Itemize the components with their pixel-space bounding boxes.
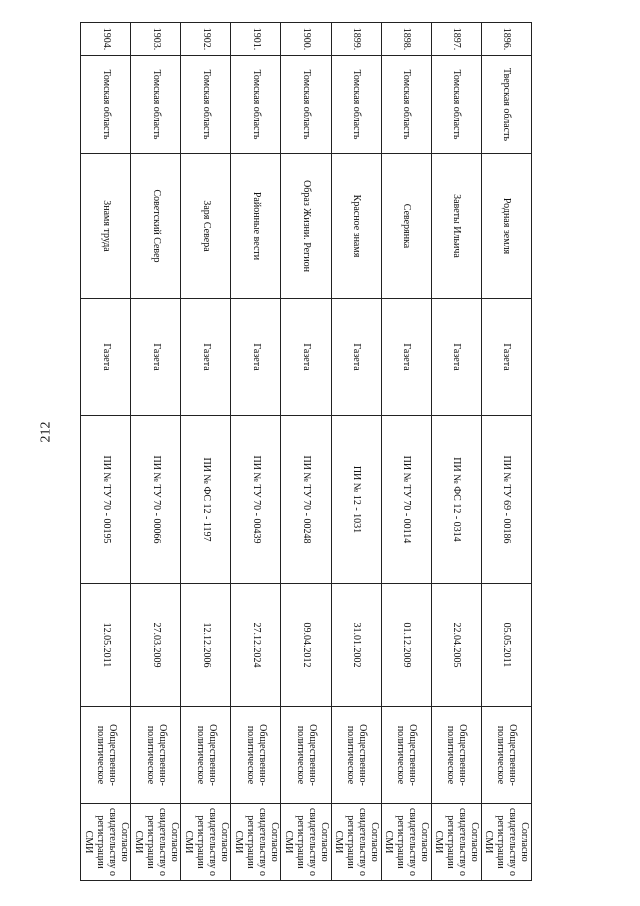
registration-date-cell: 27.03.2009 [131,584,181,707]
note-cell: Согласно свидетельству о регистрации СМИ [131,804,181,881]
note-cell: Согласно свидетельству о регистрации СМИ [281,804,331,881]
media-type-cell: Газета [331,299,381,416]
media-title-cell: Родная земля [481,154,531,299]
region-cell: Томская область [281,56,331,154]
note-cell: Согласно свидетельству о регистрации СМИ [231,804,281,881]
table-row [281,23,331,881]
media-title-cell: Красное знамя [331,154,381,299]
theme-cell: Общественно-политическое [381,707,431,804]
media-type-cell: Газета [481,299,531,416]
row-number-cell: 1900. [281,23,331,56]
media-type-cell: Газета [381,299,431,416]
table-row [331,23,381,881]
table-row [81,23,131,881]
registration-number-cell: ПИ № ТУ 70 - 00439 [231,416,281,584]
theme-cell: Общественно-политическое [131,707,181,804]
media-title-cell: Знамя труда [81,154,131,299]
table-body [81,23,532,881]
registration-number-cell: ПИ № ФС 12 - 0314 [431,416,481,584]
registration-date-cell: 27.12.2024 [231,584,281,707]
table-row [181,23,231,881]
media-title-cell: Северянка [381,154,431,299]
registration-number-cell: ПИ № ТУ 69 - 00186 [481,416,531,584]
registration-number-cell: ПИ № ТУ 70 - 00248 [281,416,331,584]
region-cell: Томская область [181,56,231,154]
media-type-cell: Газета [231,299,281,416]
region-cell: Томская область [431,56,481,154]
row-number-cell: 1901. [231,23,281,56]
registration-date-cell: 09.04.2012 [281,584,331,707]
page-number-text: 212 [38,421,53,443]
registration-number-cell: ПИ № 12 - 1031 [331,416,381,584]
theme-cell: Общественно-политическое [431,707,481,804]
media-title-cell: Заря Севера [181,154,231,299]
registration-date-cell: 01.12.2009 [381,584,431,707]
media-type-cell: Газета [431,299,481,416]
region-cell: Томская область [231,56,281,154]
theme-cell: Общественно-политическое [181,707,231,804]
note-cell: Согласно свидетельству о регистрации СМИ [481,804,531,881]
row-number-cell: 1903. [131,23,181,56]
table-row [131,23,181,881]
table-row [231,23,281,881]
registration-date-cell: 22.04.2005 [431,584,481,707]
media-title-cell: Заветы Ильича [431,154,481,299]
registration-date-cell: 12.12.2006 [181,584,231,707]
page-number [38,421,54,443]
registration-number-cell: ПИ № ТУ 70 - 00066 [131,416,181,584]
table-row [381,23,431,881]
region-cell: Томская область [131,56,181,154]
registration-number-cell: ПИ № ТУ 70 - 00195 [81,416,131,584]
media-title-cell: Советский Север [131,154,181,299]
note-cell: Согласно свидетельству о регистрации СМИ [81,804,131,881]
registration-date-cell: 12.05.2011 [81,584,131,707]
theme-cell: Общественно-политическое [331,707,381,804]
theme-cell: Общественно-политическое [81,707,131,804]
table-row [481,23,531,881]
row-number-cell: 1902. [181,23,231,56]
registration-number-cell: ПИ № ТУ 70 - 00114 [381,416,431,584]
media-type-cell: Газета [131,299,181,416]
media-title-cell: Образ Жизни. Регион [281,154,331,299]
note-cell: Согласно свидетельству о регистрации СМИ [431,804,481,881]
row-number-cell: 1904. [81,23,131,56]
media-type-cell: Газета [281,299,331,416]
region-cell: Томская область [381,56,431,154]
theme-cell: Общественно-политическое [231,707,281,804]
table-row [431,23,481,881]
note-cell: Согласно свидетельству о регистрации СМИ [331,804,381,881]
theme-cell: Общественно-политическое [481,707,531,804]
media-title-cell: Районные вести [231,154,281,299]
row-number-cell: 1897. [431,23,481,56]
region-cell: Томская область [331,56,381,154]
note-cell: Согласно свидетельству о регистрации СМИ [181,804,231,881]
note-cell: Согласно свидетельству о регистрации СМИ [381,804,431,881]
theme-cell: Общественно-политическое [281,707,331,804]
registry-table-rotated [80,22,532,880]
region-cell: Тверская область [481,56,531,154]
media-type-cell: Газета [181,299,231,416]
row-number-cell: 1899. [331,23,381,56]
registration-number-cell: ПИ № ФС 12 - 1197 [181,416,231,584]
media-type-cell: Газета [81,299,131,416]
row-number-cell: 1896. [481,23,531,56]
media-registry-table [80,22,532,881]
registration-date-cell: 05.05.2011 [481,584,531,707]
registration-date-cell: 31.01.2002 [331,584,381,707]
row-number-cell: 1898. [381,23,431,56]
region-cell: Томская область [81,56,131,154]
